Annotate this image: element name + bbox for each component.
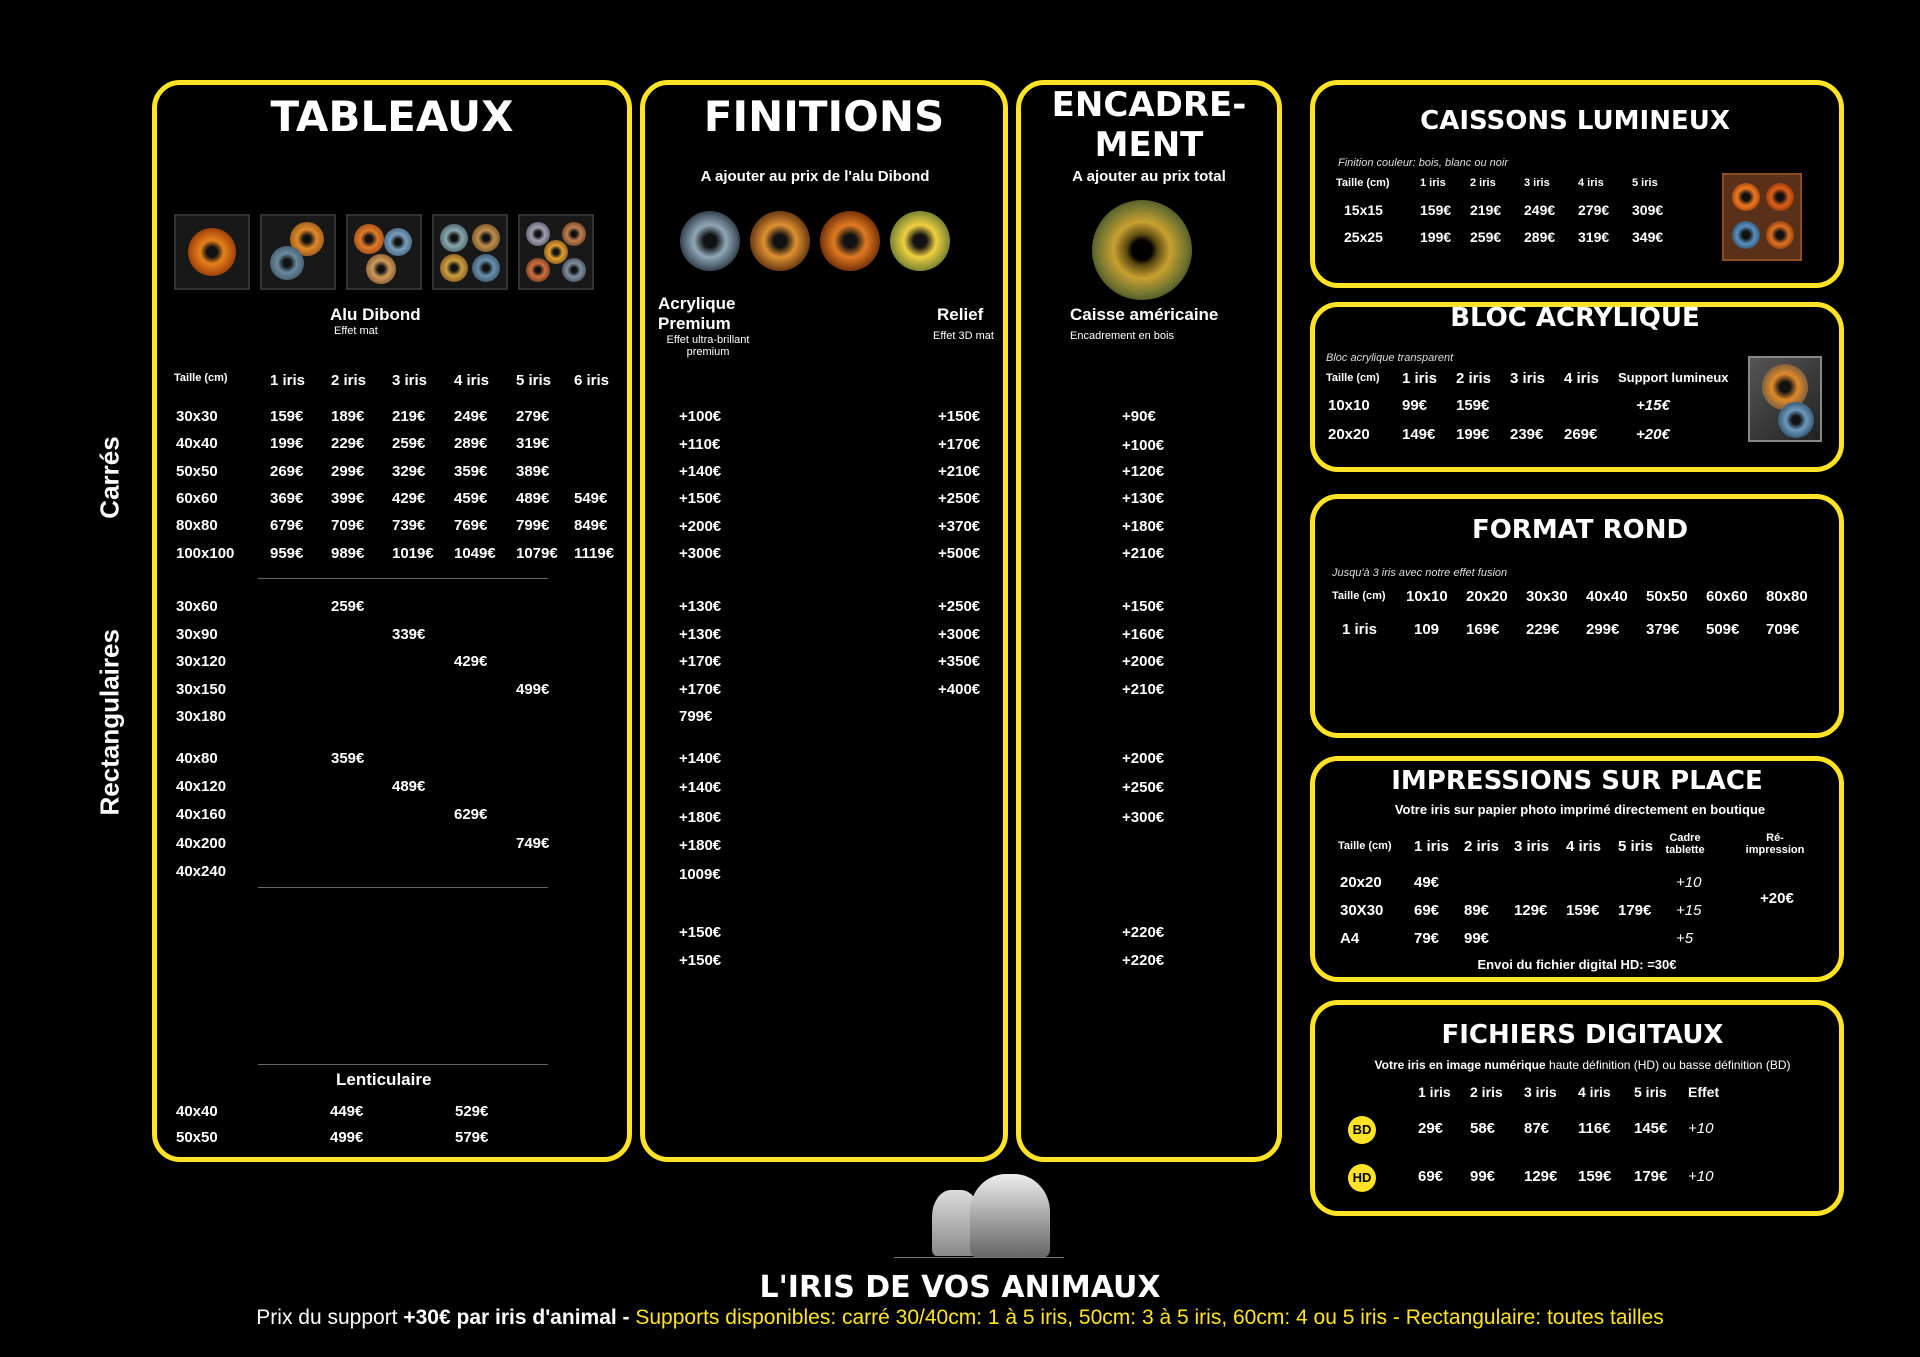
size-cell: 30x150 [176,680,227,698]
size-cell: 40x160 [176,806,227,824]
acrylique-price: +200€ [679,518,722,535]
relief-price: +150€ [938,408,981,425]
relief-price: +350€ [938,653,981,670]
relief-price: +250€ [938,598,981,615]
price-cell: 279€ [1578,202,1610,218]
header-cell: 1 iris [1402,370,1438,387]
side-label-carres: Carrés [94,436,125,519]
price-cell: 159€ [1420,202,1452,218]
price-cell: 489€ [392,778,426,796]
price-cell: 99€ [1464,930,1490,947]
price-cell: 499€ [330,1129,364,1146]
dog-shape [970,1174,1050,1258]
price-cell: 1119€ [574,544,615,562]
acrylique-price: +150€ [679,924,722,941]
iris-image [820,211,880,271]
size-cell: 30x60 [176,598,218,615]
relief-price: +300€ [938,626,981,643]
header-cell: 80x80 [1766,588,1808,605]
relief-price: +400€ [938,681,981,698]
iris-image [472,254,500,282]
header-cell: 4 iris [1564,370,1600,387]
caissons-note: Finition couleur: bois, blanc ou noir [1338,157,1508,169]
price-cell: 29€ [1418,1120,1444,1137]
price-cell: +20€ [1636,426,1670,443]
animals-image [920,1170,1060,1258]
price-cell: 279€ [516,408,550,425]
caisse-iris-image [1092,200,1192,300]
relief-price: +170€ [938,436,981,453]
price-cell: 159€ [1566,902,1600,919]
caissons-title: CAISSONS LUMINEUX [1420,106,1730,136]
cadre-price: +10 [1676,874,1702,891]
header-cell: 1 iris [1414,838,1450,855]
acrylique-price: 1009€ [679,866,721,883]
price-cell: 1019€ [392,544,434,562]
price-cell: 359€ [454,462,488,480]
price-cell: 319€ [1578,229,1610,245]
acrylique-price: 799€ [679,708,713,725]
caisse-price: +120€ [1122,463,1165,480]
price-cell: 159€ [1578,1168,1612,1185]
price-cell: 219€ [1470,202,1502,218]
price-cell: 169€ [1466,621,1500,638]
fichiers-subtitle [1310,1058,1855,1072]
size-cell: 40x240 [176,862,227,880]
header-cell: Taille (cm) [1338,840,1392,852]
price-cell: 379€ [1646,621,1680,638]
header-cell: Taille (cm) [1326,372,1380,384]
size-cell: 20x20 [1340,874,1382,891]
price-cell: 249€ [454,408,488,425]
finitions-subtitle: A ajouter au prix de l'alu Dibond [700,168,930,185]
relief-price: +250€ [938,490,981,507]
side-label-rectangulaires: Rectangulaires [94,629,125,816]
bloc-product-image [1748,356,1822,442]
acrylique-price: +150€ [679,490,722,507]
header-cell: 1 iris [270,372,306,389]
price-cell: 329€ [392,462,426,480]
acrylique-price: +300€ [679,545,722,562]
price-cell: 549€ [574,489,608,507]
price-cell: 259€ [1470,229,1502,245]
price-cell: 239€ [1510,426,1544,443]
animaux-line [0,1306,1920,1330]
size-cell: 40x40 [176,435,218,453]
header-cell: 3 iris [392,372,428,389]
price-cell: 709€ [1766,621,1800,638]
effet-price: +10 [1688,1168,1714,1185]
price-cell: 1049€ [454,544,496,562]
price-cell: 199€ [1420,229,1452,245]
acrylique-note: Effet ultra-brillant premium [666,334,750,358]
price-cell: 429€ [392,489,426,507]
price-cell: 499€ [516,680,550,698]
size-cell: 40x80 [176,750,218,767]
ground-line [894,1257,1064,1258]
tableaux-subnote: Effet mat [334,325,378,337]
price-cell: 179€ [1618,902,1652,919]
iris-image [354,224,384,254]
tableaux-subtitle: Alu Dibond [330,305,421,324]
animaux-line-a: Prix du support [256,1306,404,1329]
relief-title: Relief [937,305,984,324]
iris-image [440,224,468,252]
header-cell: 3 iris [1514,838,1550,855]
fichiers-title: FICHIERS DIGITAUX [1441,1020,1724,1050]
price-cell: 1079€ [516,544,558,562]
iris-image [1766,221,1794,249]
price-cell: 199€ [270,435,304,453]
header-cell: 5 iris [1618,838,1654,855]
tableaux-title: TABLEAUX [270,92,514,141]
price-cell: 129€ [1514,902,1548,919]
caisse-price: +100€ [1122,437,1165,454]
acrylique-price: +140€ [679,463,722,480]
price-cell: 58€ [1470,1120,1496,1137]
header-cell: 3 iris [1524,1084,1557,1100]
encadrement-subtitle: A ajouter au prix total [1072,168,1226,185]
caisse-price: +220€ [1122,924,1165,941]
iris-image [526,258,550,282]
cadre-price: +15 [1676,902,1702,919]
price-cell: 145€ [1634,1120,1668,1137]
iris-image [750,211,810,271]
caisse-price: +160€ [1122,626,1165,643]
size-cell: 10x10 [1328,397,1370,414]
size-cell: 40x200 [176,834,227,852]
acrylique-price: +140€ [679,750,722,767]
header-cell: Effet [1688,1084,1720,1100]
header-cell: 40x40 [1586,588,1628,605]
thumb-2-iris [260,214,336,290]
header-cell: 5 iris [1632,177,1658,189]
header-cell: 2 iris [1456,370,1492,387]
caisse-price: +210€ [1122,681,1165,698]
impressions-subtitle: Votre iris sur papier photo imprimé directement en boutique [1394,802,1766,817]
caisse-price: +300€ [1122,809,1165,826]
header-cell: Taille (cm) [174,372,228,384]
fichiers-subtitle-rest: haute définition (HD) ou basse définition (BD) [1545,1058,1791,1072]
price-cell: 359€ [331,750,365,767]
price-cell: 199€ [1456,426,1490,443]
size-cell: 30X30 [1340,902,1384,919]
iris-image [440,254,468,282]
price-cell: 309€ [1632,202,1664,218]
finitions-title: FINITIONS [703,92,945,141]
caisse-price: +250€ [1122,779,1165,796]
badge-hd: HD [1348,1164,1376,1192]
header-cell: 4 iris [454,372,490,389]
price-cell: 89€ [1464,902,1490,919]
price-cell: 179€ [1634,1168,1668,1185]
price-cell: 259€ [331,598,365,615]
header-cell: 6 iris [574,372,610,389]
impressions-reimpression-value: +20€ [1760,890,1794,907]
price-cell: 69€ [1414,902,1440,919]
header-cell: 5 iris [1634,1084,1667,1100]
relief-price: +370€ [938,518,981,535]
size-cell: 15x15 [1344,202,1383,218]
header-cell: 2 iris [1464,838,1500,855]
iris-image [1732,183,1760,211]
size-cell: 30x180 [176,708,227,725]
price-cell: 229€ [331,435,365,453]
header-cell: 60x60 [1706,588,1748,605]
caisse-price: +130€ [1122,490,1165,507]
iris-image [1732,221,1760,249]
iris-image [366,254,396,284]
price-cell: 399€ [331,489,365,507]
size-cell: 50x50 [176,1129,218,1146]
size-cell: A4 [1340,930,1360,947]
bloc-title: BLOC ACRYLIQUE [1450,303,1700,333]
header-cell: Ré-impression [1745,832,1805,856]
header-cell: 3 iris [1510,370,1546,387]
price-cell: 269€ [1564,426,1598,443]
encadrement-title-1: ENCADRE- [1051,85,1247,125]
header-cell: 4 iris [1578,177,1604,189]
price-cell: 289€ [1524,229,1556,245]
price-cell: 339€ [392,625,426,643]
acrylique-price: +140€ [679,779,722,796]
acrylique-title: Acrylique Premium [658,294,736,333]
header-cell: Taille (cm) [1332,590,1386,602]
divider [258,1064,548,1065]
caisse-price: +150€ [1122,598,1165,615]
price-cell: 159€ [1456,397,1490,414]
header-cell: Taille (cm) [1336,177,1390,189]
header-cell: 1 iris [1418,1084,1451,1100]
price-cell: 259€ [392,435,426,453]
header-cell: 2 iris [1470,1084,1503,1100]
price-cell: 449€ [330,1103,364,1120]
acrylique-price: +180€ [679,837,722,854]
price-cell: 99€ [1402,397,1428,414]
header-cell: Support lumineux [1618,370,1729,385]
rond-title: FORMAT ROND [1471,515,1689,545]
header-cell: 1 iris [1420,177,1446,189]
divider [258,887,548,888]
size-cell: 40x120 [176,778,227,796]
price-cell: 109 [1414,621,1440,638]
header-cell: 20x20 [1466,588,1508,605]
price-cell: 269€ [270,462,304,480]
acrylique-price: +130€ [679,626,722,643]
price-cell: +15€ [1636,397,1670,414]
size-cell: 25x25 [1344,229,1383,245]
caisse-price: +210€ [1122,545,1165,562]
iris-image [680,211,740,271]
badge-bd: BD [1348,1116,1376,1144]
size-cell: 1 iris [1342,621,1378,638]
price-cell: 69€ [1418,1168,1444,1185]
bloc-note: Bloc acrylique transparent [1326,352,1454,364]
iris-image [544,240,568,264]
price-cell: 189€ [331,408,365,425]
price-cell: 459€ [454,489,488,507]
acrylique-price: +170€ [679,653,722,670]
iris-image [562,222,586,246]
iris-image [526,222,550,246]
relief-price: +500€ [938,545,981,562]
size-cell: 40x40 [176,1103,218,1120]
price-cell: 116€ [1578,1120,1611,1137]
cadre-price: +5 [1676,930,1694,947]
price-cell: 509€ [1706,621,1740,638]
header-cell: 3 iris [1524,177,1550,189]
iris-image [562,258,586,282]
impressions-footer: Envoi du fichier digital HD: =30€ [1477,957,1677,972]
price-cell: 219€ [392,408,426,425]
size-cell: 30x120 [176,653,227,670]
caisse-price: +200€ [1122,653,1165,670]
caisson-product-image [1722,173,1802,261]
acrylique-price: +150€ [679,952,722,969]
price-cell: 629€ [454,806,488,824]
price-cell: 319€ [516,435,550,453]
price-cell: 529€ [455,1103,489,1120]
fichiers-subtitle-bold: Votre iris en image numérique [1374,1058,1546,1072]
header-cell: 50x50 [1646,588,1688,605]
finitions-iris-strip [680,205,980,275]
acrylique-price: +130€ [679,598,722,615]
thumb-1-iris [174,214,250,290]
price-cell: 679€ [270,517,304,535]
acrylique-price: +100€ [679,408,722,425]
size-cell: 30x30 [176,408,218,425]
animaux-line-c: Supports disponibles: carré 30/40cm: 1 à 5 iris, 50cm: 3 à 5 iris, 60cm: 4 ou 5 iris - Rectangulaire: toutes tailles [635,1306,1664,1329]
price-cell: 289€ [454,435,488,453]
divider [258,578,548,579]
size-cell: 80x80 [176,517,218,535]
price-cell: 989€ [331,544,365,562]
iris-image [1766,183,1794,211]
price-cell: 739€ [392,517,426,535]
encadrement-title-2: MENT [1094,125,1204,165]
size-cell: 100x100 [176,544,235,562]
size-cell: 60x60 [176,489,218,507]
price-cell: 79€ [1414,930,1440,947]
iris-image [188,228,236,276]
caisse-note: Encadrement en bois [1070,330,1174,342]
acrylique-price: +170€ [679,681,722,698]
caisse-price: +220€ [1122,952,1165,969]
animaux-line-b: +30€ par iris d'animal - [403,1306,636,1329]
acrylique-price: +180€ [679,809,722,826]
price-cell: 49€ [1414,874,1440,891]
price-cell: 349€ [1632,229,1664,245]
lenticulaire-title: Lenticulaire [336,1070,432,1089]
caisse-price: +90€ [1122,408,1156,425]
price-cell: 159€ [270,408,304,425]
price-cell: 959€ [270,544,304,562]
price-cell: 769€ [454,517,488,535]
caisse-price: +180€ [1122,518,1165,535]
iris-image [270,246,304,280]
effet-price: +10 [1688,1120,1714,1137]
relief-note: Effet 3D mat [933,330,994,342]
header-cell: 4 iris [1578,1084,1611,1100]
price-cell: 389€ [516,462,550,480]
thumb-4-iris [432,214,508,290]
price-cell: 849€ [574,517,608,535]
price-cell: 249€ [1524,202,1556,218]
price-cell: 229€ [1526,621,1560,638]
price-cell: 489€ [516,489,550,507]
size-cell: 20x20 [1328,426,1370,443]
price-cell: 799€ [516,517,550,535]
header-cell: 30x30 [1526,588,1568,605]
iris-image [384,228,412,256]
price-cell: 429€ [454,653,488,670]
price-cell: 299€ [331,462,365,480]
thumb-5-iris [518,214,594,290]
header-cell: 2 iris [331,372,367,389]
header-cell: 5 iris [516,372,552,389]
iris-image [1778,402,1814,438]
relief-price: +210€ [938,463,981,480]
header-cell: 2 iris [1470,177,1496,189]
price-cell: 749€ [516,834,550,852]
price-cell: 369€ [270,489,304,507]
rond-note: Jusqu'à 3 iris avec notre effet fusion [1332,567,1508,579]
price-cell: 99€ [1470,1168,1496,1185]
thumb-3-iris [346,214,422,290]
price-cell: 709€ [331,517,365,535]
caisse-title: Caisse américaine [1070,305,1219,324]
price-cell: 299€ [1586,621,1620,638]
size-cell: 50x50 [176,462,218,480]
impressions-title: IMPRESSIONS SUR PLACE [1391,766,1763,796]
header-cell: 4 iris [1566,838,1602,855]
price-cell: 87€ [1524,1120,1550,1137]
price-cell: 129€ [1524,1168,1558,1185]
animaux-title: L'IRIS DE VOS ANIMAUX [759,1270,1161,1305]
header-cell: 10x10 [1406,588,1448,605]
size-cell: 30x90 [176,625,218,643]
price-cell: 579€ [455,1129,489,1146]
caisse-price: +200€ [1122,750,1165,767]
acrylique-price: +110€ [679,436,721,453]
iris-image [890,211,950,271]
iris-image [472,224,500,252]
price-cell: 149€ [1402,426,1436,443]
header-cell: Cadre tablette [1665,832,1705,856]
